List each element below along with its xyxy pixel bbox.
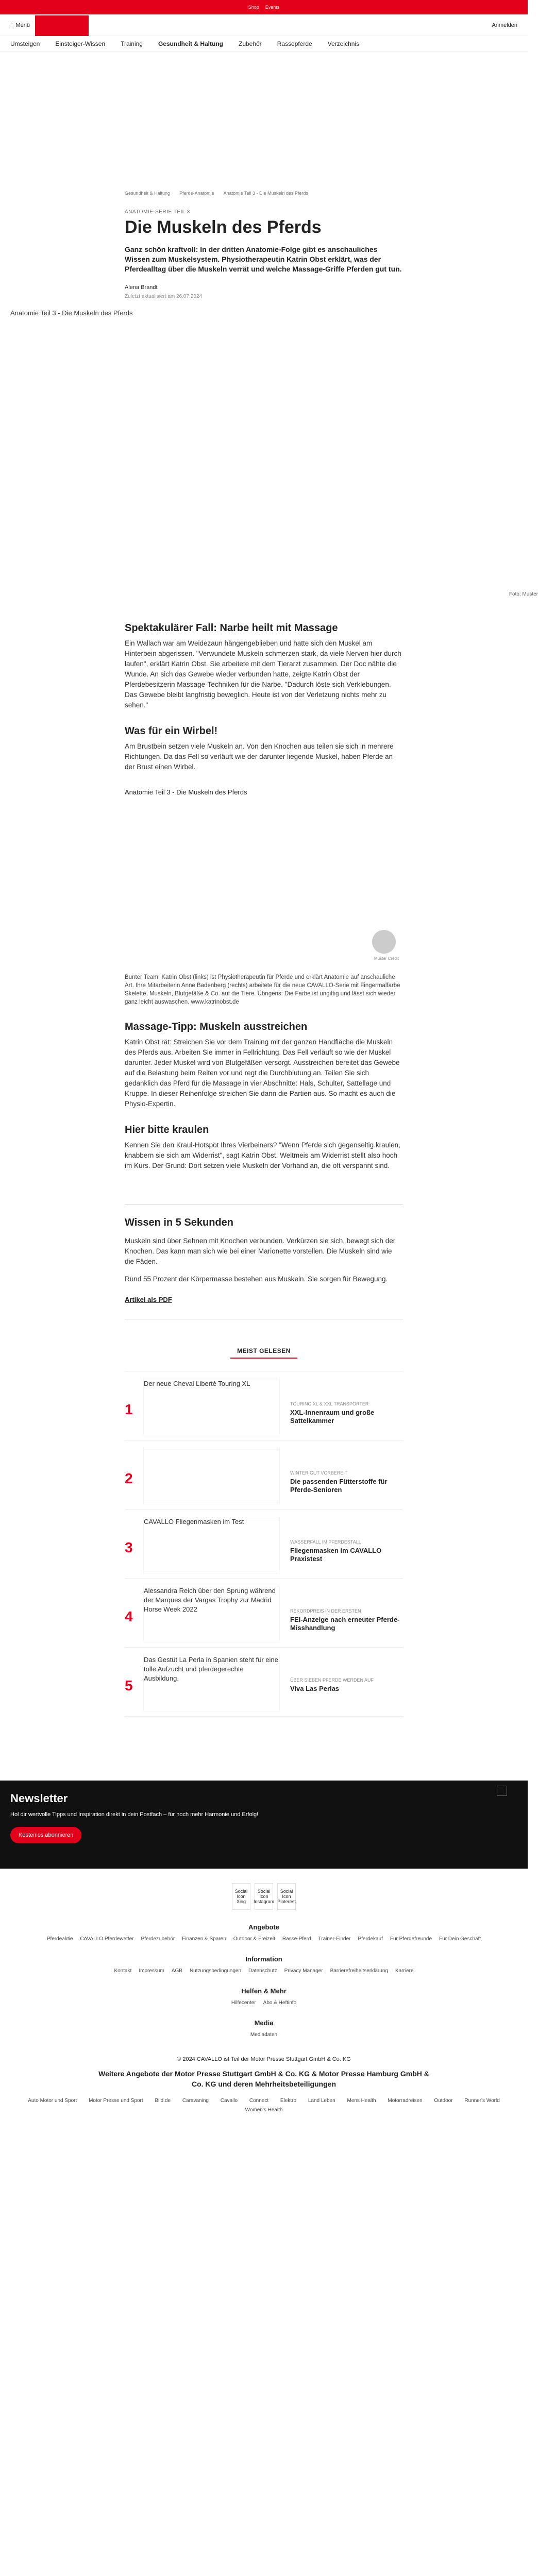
footer-heading: Helfen & Mehr [241, 1987, 287, 1995]
brand-link[interactable]: Connect [249, 2098, 269, 2104]
article-kicker: ANATOMIE-SERIE TEIL 3 [125, 209, 190, 215]
footer-link[interactable]: Outdoor & Freizeit [233, 1936, 275, 1942]
instagram-icon[interactable]: Social Icon Instagram [255, 1883, 273, 1910]
footer-link[interactable]: Abo & Heftinfo [263, 2000, 297, 2006]
figure-credit: Muster Credit [374, 956, 399, 961]
article-author[interactable]: Alena Brandt [125, 284, 158, 291]
breadcrumb-item[interactable]: Pferde-Anatomie [179, 191, 214, 196]
teaser-kicker: TOURING XL & XXL TRANSPORTER [290, 1401, 369, 1406]
topbar-link-events[interactable]: Events [265, 5, 280, 10]
rank-number: 5 [125, 1677, 133, 1693]
brand-link[interactable]: Mens Health [347, 2098, 376, 2104]
teaser-headline[interactable]: Fliegenmasken im CAVALLO Praxistest [290, 1547, 382, 1563]
footer-heading: Media [254, 2019, 274, 2027]
nav-item-active[interactable]: Gesundheit & Haltung [158, 40, 223, 47]
teaser-text [280, 1655, 403, 1693]
article-header [125, 209, 403, 299]
figure-image-alt: Anatomie Teil 3 - Die Muskeln des Pferds [125, 788, 247, 796]
brand-link[interactable]: Land Leben [308, 2098, 335, 2104]
info-box-text: Rund 55 Prozent der Körpermasse bestehen aus Muskeln. Sie sorgen für Bewegung. [125, 1275, 388, 1283]
pinterest-icon[interactable]: Social Icon Pinterest [277, 1883, 296, 1910]
teaser-image[interactable] [143, 1448, 280, 1504]
brand-link[interactable]: Motorradreisen [388, 2098, 423, 2104]
section-heading: Hier bitte kraulen [125, 1124, 209, 1136]
teaser-headline[interactable]: XXL-Innenraum und große Sattelkammer [290, 1409, 375, 1425]
site-logo[interactable] [35, 15, 89, 36]
teaser-headline[interactable]: Die passenden Fütterstoffe für Pferde-Senioren [290, 1478, 388, 1494]
site-header [0, 14, 528, 36]
footer-heading: Information [245, 1955, 282, 1963]
article-figure [125, 788, 403, 961]
page-title: Die Muskeln des Pferds [125, 217, 322, 237]
footer-link[interactable]: Pferdeaktie [46, 1936, 73, 1942]
list-item[interactable] [125, 1510, 403, 1579]
teaser-kicker: REKORDPREIS IN DER ERSTEN [290, 1608, 361, 1614]
section-text: Katrin Obst rät: Streichen Sie vor dem Training mit der ganzen Handfläche die Muskeln des Pferds aus. Arbeiten Sie immer in Fellrichtung. Das Fell verläuft so wie der Muskel darunter. Jeder Muskel wird von Blutgefäßen versorgt. Ausstreichen bereitet das Gewebe auf die Belastung beim Reiten vor und regt die Durchblutung an. Teilen Sie sich gedanklich das Pferd für die Massage in vier Abschnitte: Hals, Schulter, Sattellage und Kruppe. In dieser Reihenfolge streichen Sie dann die Partien aus. So macht es auch die Physio-Expertin. [125, 1038, 400, 1108]
xing-icon[interactable]: Social Icon Xing [232, 1883, 250, 1910]
menu-label: Menü [15, 22, 30, 28]
section-text: Ein Wallach war am Weidezaun hängengeblieben und hatte sich den Muskel am Hinterbein abgerissen. "Verwundete Muskeln schmerzen stark, da viele Nerven hier durch laufen", erklärt Katrin Obst. Sie arbeitete mit dem Tierarzt zusammen. Der Doc nähte die Wunde. An sich das Gewebe wieder verbunden hatte, zeigte Katrin Obst der Pferdebesitzerin Massage-Techniken für die Narbe. "Dadurch löste sich Verklebungen. Das Gewebe bleibt langfristig beweglich. Heute ist von der Verletzung nichts mehr zu sehen." [125, 639, 401, 709]
footer-link[interactable]: Für Dein Geschäft [439, 1936, 481, 1942]
article-lead: Ganz schön kraftvoll: In der dritten Anatomie-Folge gibt es anschauliches Wissen zum Muskelsystem. Physiotherapeutin Katrin Obst erklärt, was der Pferdealltag über die Muskeln verrät und welche Massage-Griffe Pferden gut tun. [125, 245, 402, 273]
publisher-note: Weitere Angebote der Motor Presse Stuttgart GmbH & Co. KG & Motor Presse Hamburg GmbH & Co. KG und deren Mehrheitsbeteiligungen [98, 2070, 429, 2088]
hero-image-alt: Anatomie Teil 3 - Die Muskeln des Pferds [10, 309, 133, 317]
footer-link[interactable]: Mediadaten [250, 2032, 278, 2038]
menu-button[interactable] [10, 22, 30, 28]
section-heading: Spektakulärer Fall: Narbe heilt mit Massage [125, 622, 338, 634]
nav-item[interactable]: Zubehör [238, 40, 262, 47]
rank-number: 4 [125, 1608, 133, 1624]
newsletter-subscribe-button[interactable]: Kostenlos abonnieren [10, 1827, 81, 1843]
footer-link[interactable]: Finanzen & Sparen [182, 1936, 226, 1942]
photographer-avatar [372, 930, 396, 954]
rank-number: 3 [125, 1539, 133, 1555]
teaser-image[interactable]: CAVALLO Fliegenmasken im Test [143, 1517, 280, 1573]
teaser-text [280, 1586, 403, 1632]
teaser-text [280, 1379, 403, 1425]
footer-link[interactable]: Karriere [395, 1968, 414, 1974]
teaser-text [280, 1517, 403, 1563]
teaser-kicker: WASSERFALL IM PFERDESTALL [290, 1539, 361, 1545]
info-box-title: Wissen in 5 Sekunden [125, 1217, 233, 1228]
footer-angebote [0, 1923, 528, 1942]
section-text: Kennen Sie den Kraul-Hotspot Ihres Vierbeiners? "Wenn Pferde sich gegenseitig kraulen, knabbern sie sich am Widerrist", sagt Katrin Obst. Weltmeis am Widerrist stellt also hoch im Kurs. Der Grund: Dort setzen viele Muskeln der Vorhand an, die oft verspannt sind. [125, 1141, 400, 1170]
teaser-kicker: WINTER GUT VORBEREIT [290, 1470, 348, 1476]
hero-credit: Foto: Muster [509, 591, 538, 597]
login-link[interactable]: Anmelden [492, 22, 517, 28]
copyright: © 2024 CAVALLO ist Teil der Motor Presse Stuttgart GmbH & Co. KG [177, 2056, 351, 2062]
footer-link[interactable]: Impressum [139, 1968, 164, 1974]
brand-links [0, 2089, 528, 2115]
nav-item[interactable]: Training [121, 40, 143, 47]
footer-link[interactable]: Für Pferdefreunde [390, 1936, 432, 1942]
hamburger-icon: ≡ [10, 22, 14, 28]
footer-link[interactable]: Nutzungsbedingungen [189, 1968, 242, 1974]
main-nav [0, 36, 528, 52]
ad-slot [0, 52, 528, 191]
footer-link[interactable]: Pferdekauf [358, 1936, 383, 1942]
teaser-headline[interactable]: FEI-Anzeige nach erneuter Pferde-Misshandlung [290, 1616, 400, 1632]
rank-number: 2 [125, 1470, 133, 1486]
footer-link[interactable]: Hilfecenter [231, 2000, 256, 2006]
footer-information [0, 1955, 528, 1974]
section-heading: Massage-Tipp: Muskeln ausstreichen [125, 1021, 308, 1032]
teaser-image[interactable]: Das Gestüt La Perla in Spanien steht für eine tolle Aufzucht und pferdegerechte Ausbildung. [143, 1655, 280, 1711]
newsletter-banner [0, 1781, 528, 1869]
brand-link[interactable]: Elektro [280, 2098, 297, 2104]
teaser-kicker: ÜBER SIEBEN PFERDE WERDEN AUF [290, 1677, 374, 1683]
newsletter-title: Newsletter [10, 1792, 68, 1805]
info-box [125, 1204, 403, 1319]
footer-link[interactable]: Privacy Manager [284, 1968, 323, 1974]
top-brand-bar [0, 0, 528, 14]
teaser-text [280, 1448, 403, 1494]
article-body [125, 622, 403, 1319]
footer-link[interactable]: Trainer-Finder [318, 1936, 351, 1942]
footer-link[interactable]: CAVALLO Pferdewetter [80, 1936, 134, 1942]
most-read-list [125, 1371, 403, 1717]
footer-media [0, 2019, 528, 2038]
footer-heading: Angebote [248, 1923, 279, 1931]
footer-link[interactable]: Pferdezubehör [141, 1936, 175, 1942]
footer-link[interactable]: Datenschutz [248, 1968, 277, 1974]
brand-link[interactable]: Outdoor [434, 2098, 453, 2104]
figure-caption: Bunter Team: Katrin Obst (links) ist Physiotherapeutin für Pferde und erklärt Anatomie auf anschauliche Art. Ihre Mitarbeiterin Anne Badenberg (rechts) arbeitete für die neue CAVALLO-Serie mit Fingermalfarbe Skelette, Muskeln, Blutgefäße & Co. auf die Tiere. Übrigens: Die Farbe ist ungiftig und lässt sich wieder ganz leicht auswaschen. www.katrinobst.de [125, 974, 400, 1005]
most-read-title: MEIST GELESEN [230, 1347, 297, 1359]
breadcrumb-item[interactable]: Gesundheit & Haltung [125, 191, 171, 196]
brand-link[interactable]: Auto Motor und Sport [28, 2098, 77, 2104]
list-item[interactable] [125, 1371, 403, 1440]
nav-item[interactable]: Rassepferde [277, 40, 312, 47]
brand-link[interactable]: Caravaning [182, 2098, 209, 2104]
pdf-link[interactable]: Artikel als PDF [125, 1296, 172, 1303]
rank-number: 1 [125, 1401, 133, 1417]
newsletter-text: Hol dir wertvolle Tipps und Inspiration direkt in dein Postfach – für noch mehr Harmonie und Erfolg! [10, 1811, 259, 1818]
nav-item[interactable]: Einsteiger-Wissen [55, 40, 106, 47]
topbar-link-shop[interactable]: Shop [248, 5, 259, 10]
most-read-section [125, 1347, 403, 1717]
list-item[interactable] [125, 1440, 403, 1510]
brand-link[interactable]: Cavallo [220, 2098, 238, 2104]
list-item[interactable] [125, 1579, 403, 1648]
article-date: Zuletzt aktualisiert am 26.07.2024 [125, 294, 203, 299]
brand-link[interactable]: Bild.de [155, 2098, 171, 2104]
hero-image [10, 309, 538, 607]
footer-link[interactable]: Kontakt [114, 1968, 132, 1974]
teaser-headline[interactable]: Viva Las Perlas [290, 1685, 340, 1692]
breadcrumb [125, 191, 403, 196]
section-text: Am Brustbein setzen viele Muskeln an. Von den Knochen aus teilen sie sich in mehrere Richtungen. Da das Fell so verläuft wie der darunter liegende Muskel, haben Pferde an der Brust einen Wirbel. [125, 742, 394, 771]
list-item[interactable] [125, 1648, 403, 1717]
footer-link[interactable]: Rasse-Pferd [282, 1936, 311, 1942]
footer-link[interactable]: AGB [171, 1968, 182, 1974]
footer-link[interactable]: Barrierefreiheitserklärung [330, 1968, 388, 1974]
nav-item[interactable]: Umsteigen [10, 40, 40, 47]
newsletter-image [497, 1786, 507, 1796]
teaser-image[interactable]: Der neue Cheval Liberté Touring XL [143, 1379, 280, 1435]
brand-link[interactable]: Women's Health [245, 2107, 283, 2113]
brand-link[interactable]: Motor Presse und Sport [89, 2098, 143, 2104]
nav-item[interactable]: Verzeichnis [327, 40, 360, 47]
teaser-image[interactable]: Alessandra Reich über den Sprung während der Marques der Vargas Trophy zur Madrid Horse Week 2022 [143, 1586, 280, 1642]
brand-link[interactable]: Runner's World [464, 2098, 500, 2104]
social-links [0, 1883, 528, 1910]
info-box-text: Muskeln sind über Sehnen mit Knochen verbunden. Verkürzen sie sich, bewegt sich der Knochen. Das kann man sich wie bei einer Marionette vorstellen. Die Muskeln sind wie die Fäden. [125, 1237, 396, 1265]
breadcrumb-current: Anatomie Teil 3 - Die Muskeln des Pferds [223, 191, 309, 196]
footer-help [0, 1987, 528, 2006]
section-heading: Was für ein Wirbel! [125, 725, 218, 737]
